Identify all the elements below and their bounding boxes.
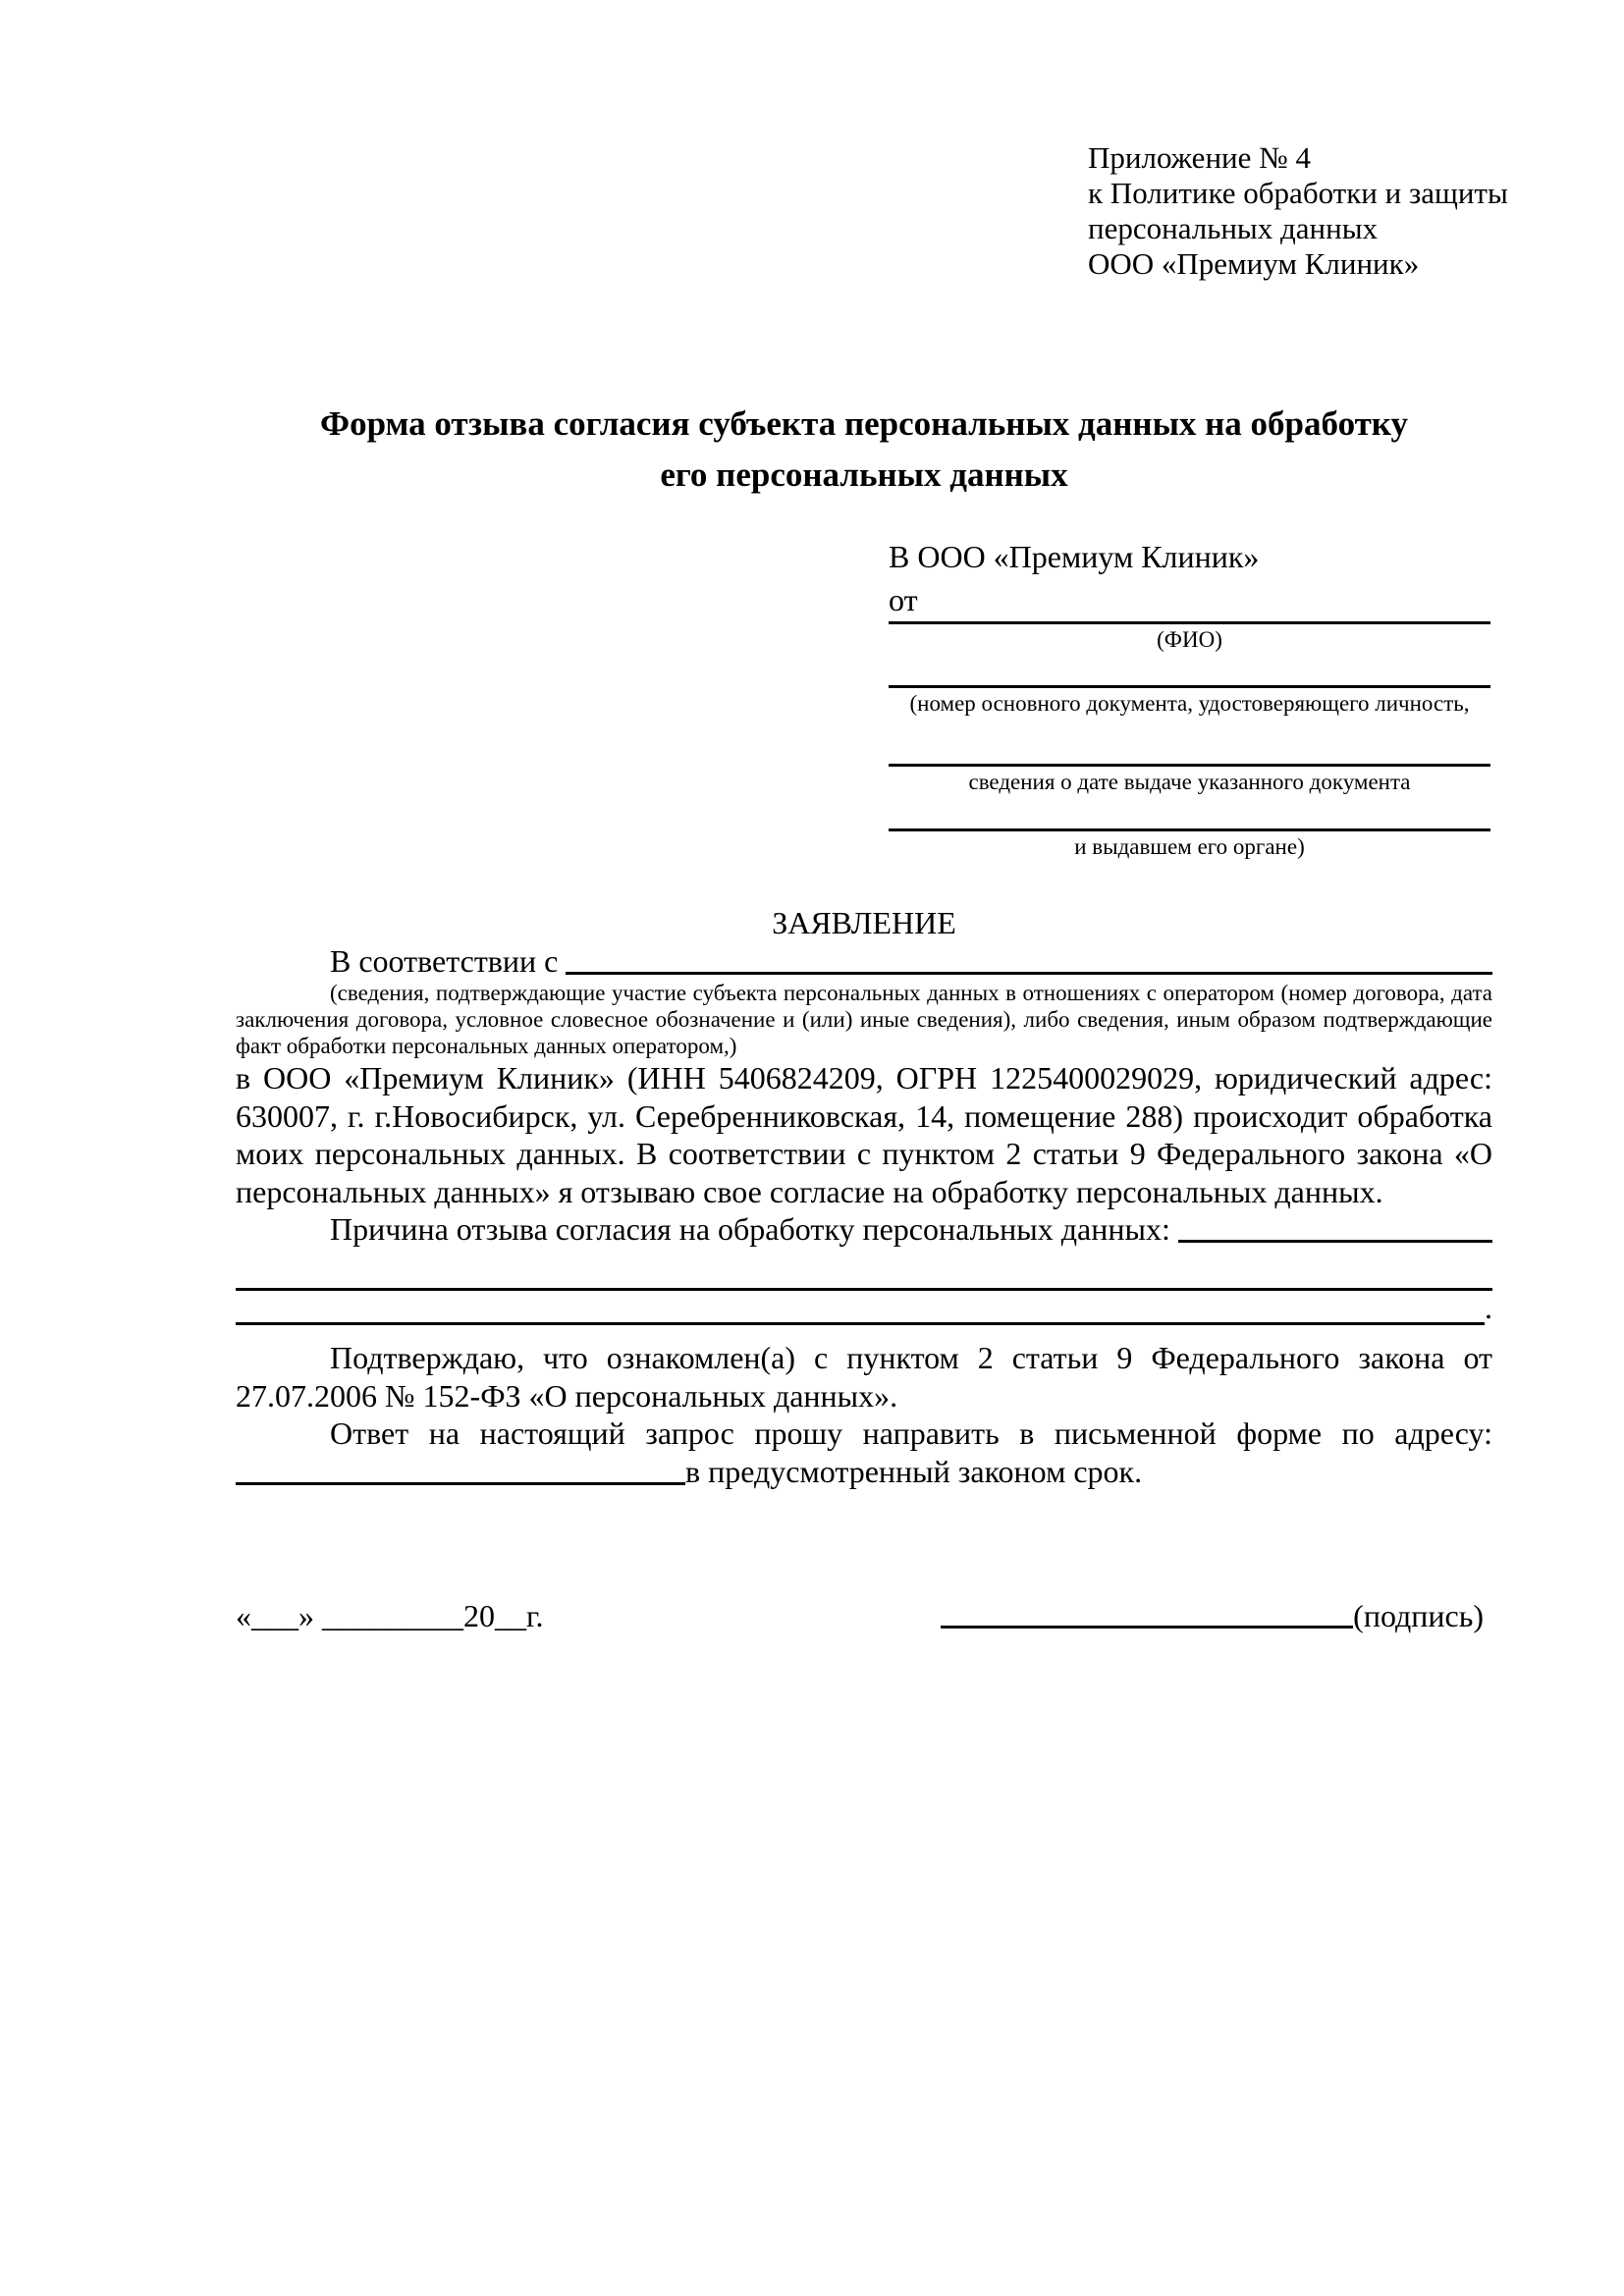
page-title-line: его персональных данных <box>660 455 1068 494</box>
first-line-indent <box>236 942 330 980</box>
footer-row <box>236 1596 1484 1635</box>
confirmation-paragraph: Подтверждаю, что ознакомлен(а) с пунктом 2 статьи 9 Федерального закона от 27.07.2006 № 152-ФЗ «О персональных данных». <box>236 1340 1492 1414</box>
page-title-line: Форма отзыва согласия субъекта персональных данных на обработку <box>320 404 1408 443</box>
spacer <box>558 942 566 980</box>
signature-label: (подпись) <box>1353 1598 1484 1633</box>
fio-blank-field <box>889 621 1490 685</box>
page-title <box>236 399 1492 501</box>
statement-body <box>236 942 1492 1490</box>
main-paragraph: в ООО «Премиум Клиник» (ИНН 5406824209, ОГРН 1225400029029, юридический адрес: 630007, г. г.Новосибирск, ул. Серебренниковская, 14, помещение 288) происходит обработка моих персональных данных. В соответствии с пунктом 2 статьи 9 Федерального закона «О персональных данных» я отзываю свое согласие на обработку персональных данных. <box>236 1060 1492 1209</box>
reply-address-line <box>236 1453 1492 1490</box>
issue-date-field-label: сведения о дате выдаче указанного документа <box>968 770 1411 794</box>
signature-group <box>941 1596 1484 1635</box>
statement-heading: ЗАЯВЛЕНИЕ <box>772 905 956 940</box>
appendix-note-line: ООО «Премиум Клиник» <box>1088 246 1420 281</box>
first-line-indent <box>236 1210 330 1248</box>
basis-blank-line <box>566 942 1492 975</box>
date-line: «___» _________20__г. <box>236 1598 544 1633</box>
appendix-note-line: к Политике обработки и защиты <box>1088 176 1508 210</box>
appendix-note-line: Приложение № 4 <box>1088 140 1311 175</box>
from-label: от <box>889 582 918 617</box>
issuing-authority-field-label: и выдавшем его органе) <box>1074 834 1305 859</box>
recipient-organization: В ООО «Премиум Клиник» <box>889 539 1260 574</box>
basis-prefix: В соответствии с <box>330 943 559 979</box>
reason-blank-line <box>1178 1210 1492 1243</box>
issuing-authority-blank-field <box>889 828 1490 900</box>
signature-blank-line <box>941 1596 1353 1629</box>
reason-line <box>236 1210 1492 1248</box>
processing-footnote: (сведения, подтверждающие участие субъекта персональных данных в отношениях с оператором (номер договора, дата заключения договора, условное словесное обозначение и (или) иные сведения), либо сведения, иным образом подтверждающие факт обработки персональных данных оператором,) <box>236 981 1492 1058</box>
issue-date-blank-field <box>889 764 1490 828</box>
document-number-blank-field <box>889 685 1490 764</box>
fio-field-label: (ФИО) <box>1157 627 1222 652</box>
reason-label: Причина отзыва согласия на обработку персональных данных: <box>330 1211 1170 1247</box>
reason-blank-line-3-rule <box>236 1291 1485 1325</box>
reply-tail-text: в предусмотренный законом срок. <box>685 1453 1143 1489</box>
address-blank-line <box>236 1453 685 1485</box>
document-number-field-label: (номер основного документа, удостоверяющего личность, <box>909 691 1470 716</box>
sentence-period: . <box>1485 1290 1492 1325</box>
recipient-block <box>889 535 1490 900</box>
appendix-note <box>1088 140 1508 282</box>
reason-blank-line-3 <box>236 1291 1492 1325</box>
basis-line <box>236 942 1492 980</box>
appendix-note-line: персональных данных <box>1088 211 1379 245</box>
reply-request-paragraph: Ответ на настоящий запрос прошу направить в письменной форме по адресу: <box>330 1415 1492 1451</box>
reason-blank-line-2 <box>236 1248 1492 1291</box>
spacer <box>1170 1210 1178 1248</box>
